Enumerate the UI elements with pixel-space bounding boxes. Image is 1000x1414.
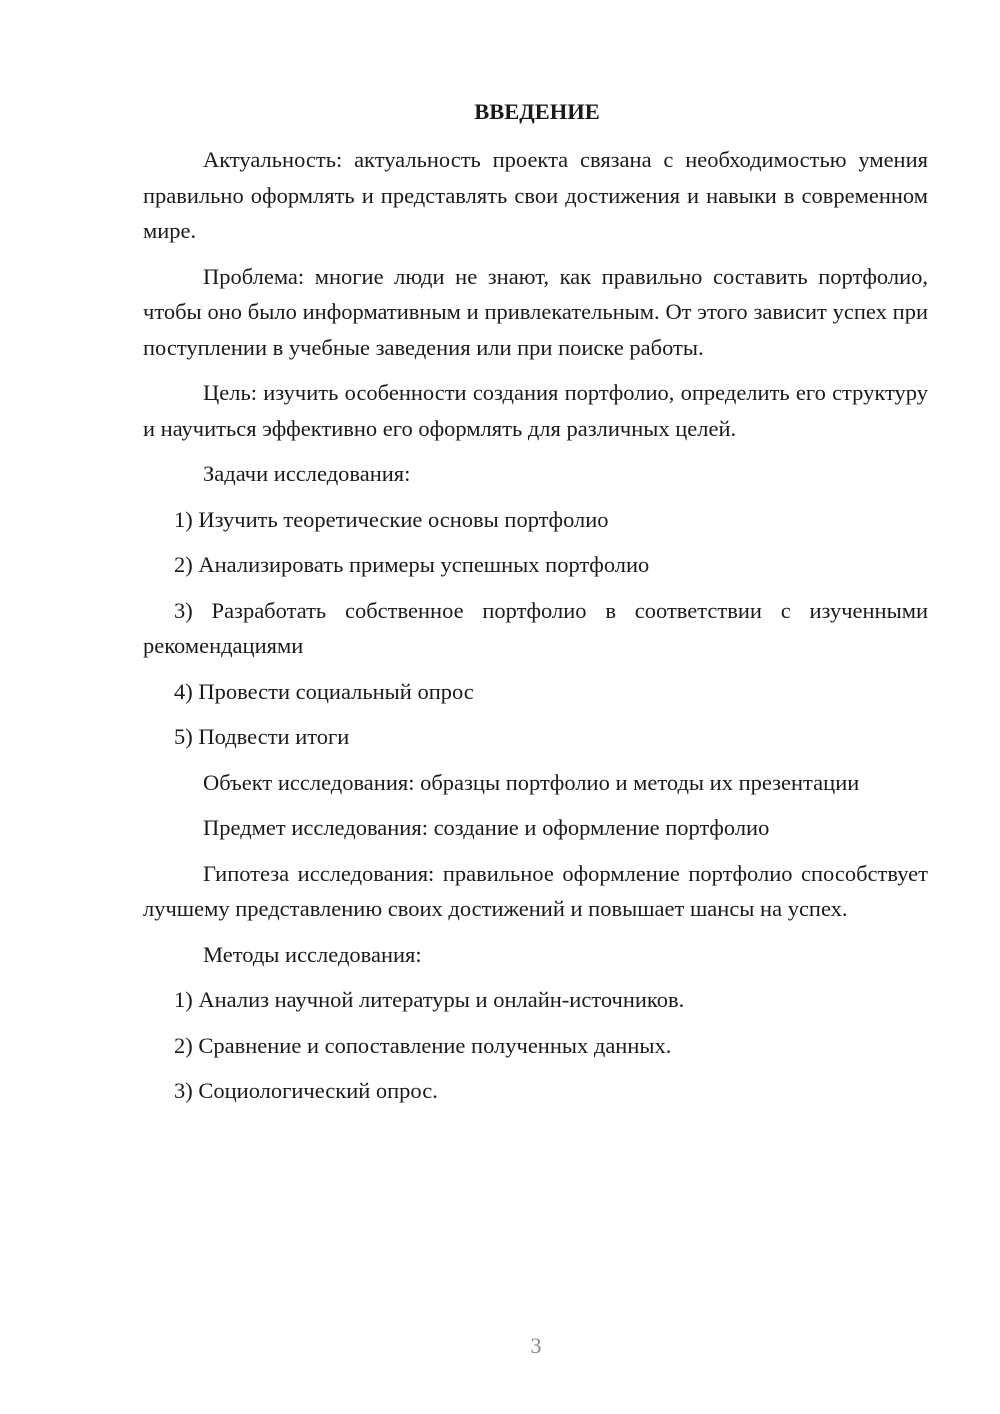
page-content <box>143 94 928 1119</box>
task-item: 5) Подвести итоги <box>174 724 350 749</box>
task-item: 1) Изучить теоретические основы портфолио <box>174 506 609 532</box>
page-number: 3 <box>530 1333 542 1358</box>
method-item: 2) Сравнение и сопоставление полученных данных. <box>174 1032 672 1058</box>
problem-paragraph: Проблема: многие люди не знают, как правильно составить портфолио, чтобы оно было информативным и привлекательным. От этого зависит успех при поступлении в учебные заведения или при поиске работы. <box>143 263 928 360</box>
relevance-paragraph: Актуальность: актуальность проекта связана с необходимостью умения правильно оформлять и представлять свои достижения и навыки в современном мире. <box>143 147 928 243</box>
subject-paragraph: Предмет исследования: создание и оформление портфолио <box>203 815 770 840</box>
method-item: 1) Анализ научной литературы и онлайн-источников. <box>174 987 685 1012</box>
tasks-heading: Задачи исследования: <box>203 461 411 486</box>
object-paragraph: Объект исследования: образцы портфолио и методы их презентации <box>203 769 860 795</box>
goal-paragraph: Цель: изучить особенности создания портфолио, определить его структуру и научиться эффективно его оформлять для различных целей. <box>143 380 928 441</box>
hypothesis-paragraph: Гипотеза исследования: правильное оформление портфолио способствует лучшему представлению своих достижений и повышает шансы на успех. <box>143 860 928 921</box>
task-item: 4) Провести социальный опрос <box>174 678 474 704</box>
method-item: 3) Социологический опрос. <box>174 1078 438 1103</box>
section-title: ВВЕДЕНИЕ <box>474 99 600 124</box>
task-item: 3) Разработать собственное портфолио в соответствии с изученными рекомендациями <box>143 597 928 658</box>
task-item: 2) Анализировать примеры успешных портфолио <box>174 552 650 577</box>
methods-heading: Методы исследования: <box>203 941 422 967</box>
